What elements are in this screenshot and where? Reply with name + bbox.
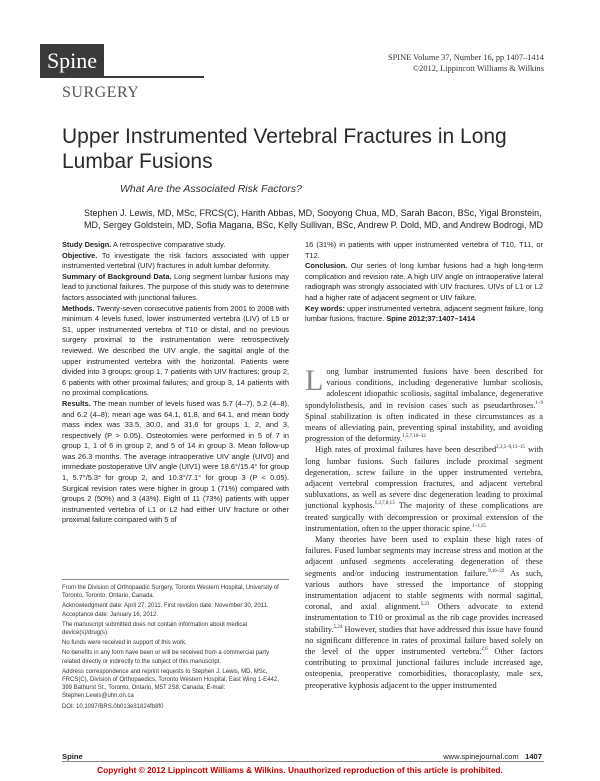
journal-copyright: ©2012, Lippincott Williams & Wilkins <box>412 64 544 73</box>
footnote-rule <box>62 579 289 580</box>
copyright-notice: Copyright © 2012 Lippincott Williams & Wilkins. Unauthorized reproduction of this article is prohibited. <box>97 765 503 775</box>
body-paragraph: Long lumbar instrumented fusions have been described for various conditions, including degenerative lumbar scoliosis, adolescent idiopathic scoliosis, sagittal imbalance, degenerative spondylolisthesis, and in revision cases such as pseudarthroses.$^{1-9}$ Spinal stabilization is often indicated in these circumstances as a means of alleviating pain, preventing spinal instability, and avoiding progression of the deformity.$^{1,5,7,10-12}$ <box>305 364 543 444</box>
footnotes <box>62 584 289 713</box>
footnote-correspondence: Address correspondence and reprint requests to Stephen J. Lewis, MD, MSc, FRCS(C), Division of Orthopaedics, Toronto Western Hospital, East Wing 1-E442, 399 Bathurst St., Toronto, Ontario, M5T 2S8, Canada; E-mail: Stephen.Lewis@uhn.on.ca <box>62 668 279 700</box>
footer-rule <box>62 761 544 762</box>
footnote-benefits: No benefits in any form have been or will be received from a commercial party related directly or indirectly to the subject of this manuscript. <box>62 650 270 665</box>
journal-logo: Spine <box>40 44 104 78</box>
abstract-right <box>305 240 543 325</box>
footnote-doi: DOI: 10.1097/BRS.0b013e31824fb8f0 <box>62 703 164 710</box>
abstract-keywords: Key words: upper instrumented vertebra, adjacent segment failure, long lumbar fusions, fracture. Spine 2012;37:1407–1414 <box>305 303 543 324</box>
author-list: Stephen J. Lewis, MD, MSc, FRCS(C), Harith Abbas, MD, Sooyong Chua, MD, Sarah Bacon, BSc, Yigal Bronstein, MD, Sergey Goldstein, MD, Sofia Magana, BSc, Kelly Sullivan, BSc, Andrew P. Dold, MD, and Andrew Bodrogi, MD <box>84 208 544 230</box>
footer-url[interactable]: www.spinejournal.com <box>443 752 519 761</box>
citation: Spine 2012;37:1407–1414 <box>386 314 476 324</box>
footnote-device: The manuscript submitted does not contain information about medical device(s)/drug(s). <box>62 621 248 637</box>
drop-cap: L <box>305 364 324 397</box>
footer-right <box>443 752 542 761</box>
abstract-design: Study Design. A retrospective comparative study. <box>62 240 226 249</box>
section-label: SURGERY <box>62 84 140 101</box>
logo-rule <box>104 76 204 78</box>
body-paragraph: High rates of proximal failures have been described$^{2,3,5-9,13-15}$ with long lumbar fusions. Such failures include proximal segment degeneration, screw failure in the upper instrumented vertebra, adjacent vertebral compression fractures, and adjacent vertebral subluxations, as well as severe disc degeneration leading to proximal junctional kyphosis.$^{1,3,7,8,13}$ The majority of these complications are treated surgically with decompression or proximal extension of the instrumentation, often to the upper thoracic spine.$^{1-3,15}$ <box>305 445 544 533</box>
article-subtitle: What Are the Associated Risk Factors? <box>120 183 302 195</box>
abstract-methods: Methods. Twenty-seven consecutive patients from 2001 to 2008 with minimum 4 levels fused, lower instrumented vertebra (LIV) of L5 or S1, upper instrumented vertebra of T10 or distal, and no previous surgery proximal to the instrumentation were retrospectively reviewed. We described the UIV angle, the sagittal angle of the upper instrumented vertebra with the horizontal. Patients were divided into 3 groups: group 1, 7 patients with UIV fractures; group 2, 6 patients with other proximal failures; and group 3, 14 patients with no proximal complications. <box>62 303 290 398</box>
body-paragraph: Many theories have been used to explain these high rates of failures. Fused lumbar segments may increase stress and motion at the adjacent unfused segments accelerating degeneration of these segments and/or inducing instrumentation failure.$^{9,16-22}$ As such, various authors have stressed the importance of stopping instrumentation adjacent to stable segments with normal sagittal, coronal, and axial alignment.$^{5,23}$ Others advocate to extend instrumentation to T10 or proximal as the rib cage provides increased stability.$^{5,24}$ However, studies that have addressed this issue have found no significant difference in rates of proximal failure based solely on the level of the upper instrumented vertebra.$^{2,6}$ Other factors contributing to proximal junctional failures include increased age, osteopenia, preoperative comorbidities, thoracoplasty, male sex, preoperative kyphosis adjacent to the upper instrumented <box>305 535 544 690</box>
abstract-results-continued: 16 (31%) in patients with upper instrumented vertebra of T10, T11, or T12. <box>305 240 543 260</box>
page-number: 1407 <box>525 752 542 761</box>
abstract-objective: Objective. To investigate the risk factors associated with upper instrumented vertebral (UIV) fractures in adult lumbar deformity. <box>62 250 290 271</box>
footnote-dates: Acknowledgment date: April 27, 2011. First revision date: November 30, 2011. Acceptance date: January 16, 2012. <box>62 603 269 618</box>
abstract-background: Summary of Background Data. Long segment lumbar fusions may lead to junctional failures. The purpose of this study was to determine factors associated with junctional failures. <box>62 271 289 302</box>
footer-journal: Spine <box>62 752 83 761</box>
journal-info <box>388 52 544 74</box>
footnote-funds: No funds were received in support of this work. <box>62 640 187 647</box>
body-text <box>305 366 543 691</box>
article-title: Upper Instrumented Vertebral Fractures in Long Lumbar Fusions <box>62 125 507 173</box>
journal-volume: SPINE Volume 37, Number 16, pp 1407–1414 <box>387 53 544 62</box>
abstract-left <box>62 240 289 526</box>
abstract-results: Results. The mean number of levels fused was 5.7 (4–7), 5.2 (4–8), and 6.2 (4–8); mean age was 64.1, 61.8, and 64.1, and mean body mass index was 33.5, 30.0, and 31.6 for groups 1, 2, and 3, respectively (P > 0.05). Osteotomies were performed in 5 of 7 in group 1, 1 of 6 in group 2, and 5 of 14 in group 3. Mean follow-up was 26.3 months. The average intraoperative UIV angle (UIV0) and immediate postoperative UIV angle (UIV1) were 18.6°/15.4° for group 1, 5.7°/5.3° for group 2, and 10.3°/7.1° for group 3 (P < 0.05). Surgical revision rates were higher in group 1 (71%) compared with groups 2 (50%) and 3 (43%). Eight of 11 (73%) patients with upper instrumented vertebra of L1 or L2 had either UIV fracture or other proximal failure compared with 5 of <box>62 398 289 525</box>
footnote-affiliation: From the Division of Orthopaedic Surgery, Toronto Western Hospital, University of Toronto, Toronto, Ontario, Canada. <box>62 585 279 600</box>
abstract-conclusion: Conclusion. Our series of long lumbar fusions had a high long-term complication and revision rate. A high UIV angle on intraoperative lateral radiograph was strongly associated with UIV fractures. UIVs of L1 or L2 had a higher rate of adjacent segment or UIV failure. <box>305 261 543 302</box>
